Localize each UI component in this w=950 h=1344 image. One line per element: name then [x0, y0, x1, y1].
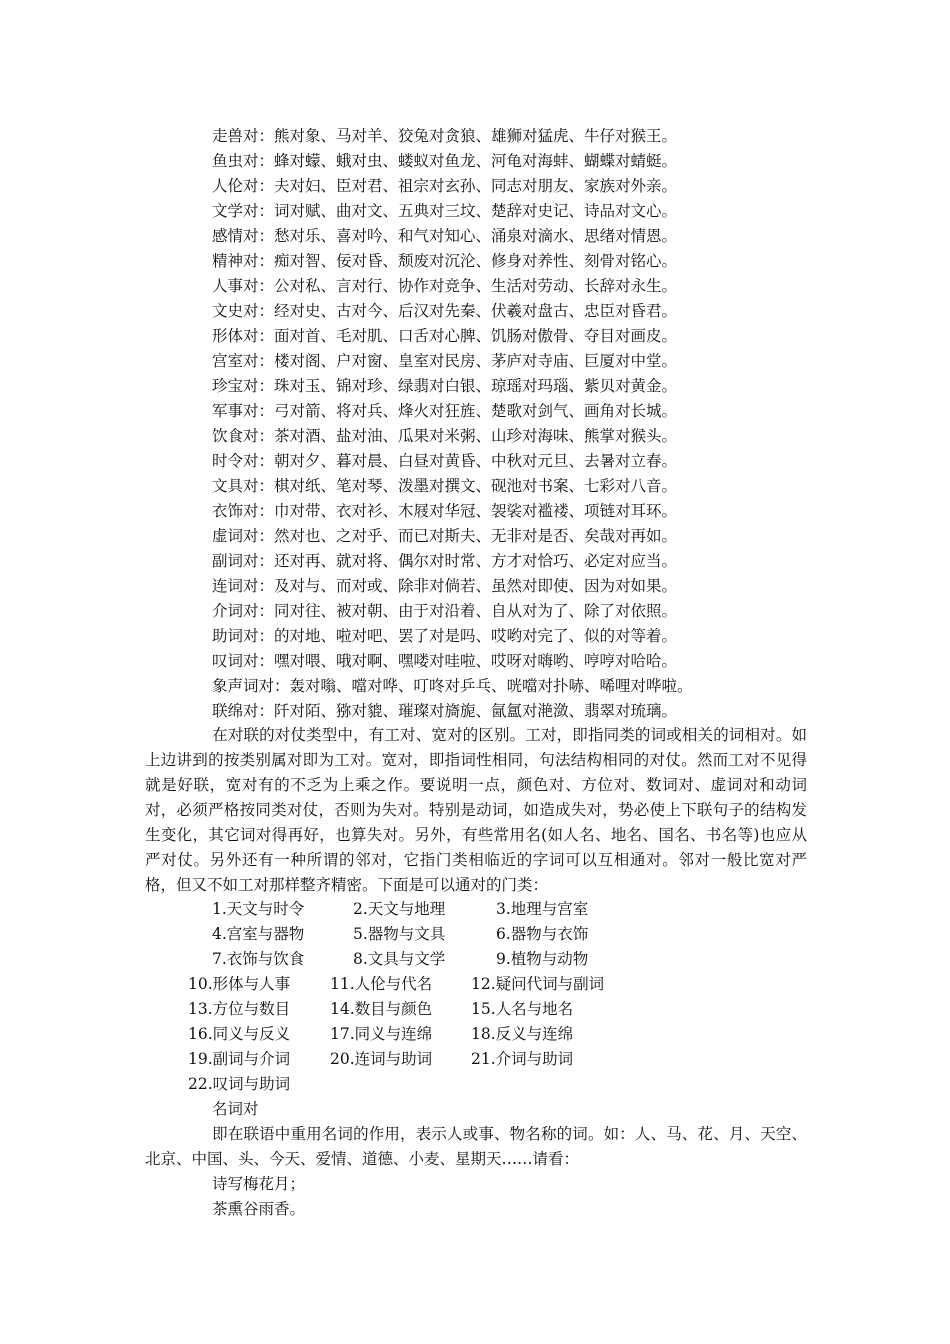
category-line: 人伦对：夫对妇、臣对君、祖宗对玄孙、同志对朋友、家族对外亲。 — [212, 177, 678, 195]
category-line: 感情对：愁对乐、喜对吟、和气对知心、涌泉对滴水、思绪对情恩。 — [212, 227, 678, 245]
pair-item: 13.方位与数目 — [188, 1000, 291, 1018]
category-line: 文史对：经对史、古对今、后汉对先秦、伏羲对盘古、忠臣对昏君。 — [212, 302, 678, 320]
category-line: 叹词对：嘿对喂、哦对啊、嘿喽对哇啦、哎呀对嗨哟、哼哼对哈哈。 — [212, 652, 678, 670]
pair-item: 7.衣饰与饮食 — [212, 950, 305, 968]
category-line: 介词对：同对往、被对朝、由于对沿着、自从对为了、除了对依照。 — [212, 602, 678, 620]
example-line-2: 茶熏谷雨香。 — [212, 1200, 306, 1218]
category-line: 鱼虫对：蜂对蠓、蛾对虫、蝼蚁对鱼龙、河龟对海蚌、蝴蝶对蜻蜓。 — [212, 152, 678, 170]
pair-item: 10.形体与人事 — [188, 975, 291, 993]
pair-item: 8.文具与文学 — [353, 950, 446, 968]
category-line: 军事对：弓对箭、将对兵、烽火对狂旌、楚歌对剑气、画角对长城。 — [212, 402, 678, 420]
pair-row — [0, 1072, 950, 1097]
pair-item: 21.介词与助词 — [471, 1050, 574, 1068]
pair-item: 17.同义与连绵 — [330, 1025, 433, 1043]
pair-row — [0, 1047, 950, 1072]
category-line: 助词对：的对地、啦对吧、罢了对是吗、哎哟对完了、似的对等着。 — [212, 627, 678, 645]
pair-item: 9.植物与动物 — [496, 950, 589, 968]
category-line: 文学对：词对赋、曲对文、五典对三坟、楚辞对史记、诗品对文心。 — [212, 202, 678, 220]
pair-item: 22.叹词与助词 — [188, 1075, 291, 1093]
category-line: 衣饰对：巾对带、衣对衫、木屐对华冠、袈裟对褴褛、项链对耳环。 — [212, 502, 678, 520]
pair-row — [0, 947, 950, 972]
pair-item: 15.人名与地名 — [471, 1000, 574, 1018]
section-heading: 名词对 — [212, 1100, 259, 1118]
pair-item: 3.地理与宫室 — [496, 900, 589, 918]
pair-item: 16.同义与反义 — [188, 1025, 291, 1043]
pair-item: 4.宫室与器物 — [212, 925, 305, 943]
pair-row — [0, 897, 950, 922]
pair-item: 11.人伦与代名 — [330, 975, 433, 993]
category-line: 形体对：面对首、毛对肌、口舌对心脾、饥肠对傲骨、夺目对画皮。 — [212, 327, 678, 345]
pair-item: 1.天文与时令 — [212, 900, 305, 918]
pair-row — [0, 922, 950, 947]
pair-row — [0, 972, 950, 997]
example-line-1: 诗写梅花月； — [212, 1175, 306, 1193]
category-line: 文具对：棋对纸、笔对琴、泼墨对撰文、砚池对书案、七彩对八音。 — [212, 477, 678, 495]
pair-item: 14.数目与颜色 — [330, 1000, 433, 1018]
pair-row — [0, 1022, 950, 1047]
category-line: 走兽对：熊对象、马对羊、狡兔对贪狼、雄狮对猛虎、牛仔对猴王。 — [212, 127, 678, 145]
category-line: 连词对：及对与、而对或、除非对倘若、虽然对即使、因为对如果。 — [212, 577, 678, 595]
pair-item: 20.连词与助词 — [330, 1050, 433, 1068]
category-line: 珍宝对：珠对玉、锦对珍、绿翡对白银、琼瑶对玛瑙、紫贝对黄金。 — [212, 377, 678, 395]
category-line: 宫室对：楼对阁、户对窗、皇室对民房、茅庐对寺庙、巨厦对中堂。 — [212, 352, 678, 370]
category-line: 象声词对：轰对嗡、噹对哗、叮咚对乒乓、咣噹对扑哧、唏哩对哗啦。 — [212, 677, 693, 695]
pair-item: 18.反义与连绵 — [471, 1025, 574, 1043]
pair-item: 19.副词与介词 — [188, 1050, 291, 1068]
pair-item: 6.器物与衣饰 — [496, 925, 589, 943]
category-line: 人事对：公对私、言对行、协作对竞争、生活对劳动、长辞对永生。 — [212, 277, 678, 295]
paragraph-noun-pairs: 即在联语中重用名词的作用，表示人或事、物名称的词。如：人、马、花、月、天空、北京、中国、头、今天、爱情、道德、小麦、星期天……请看： — [145, 1125, 807, 1168]
category-line: 副词对：还对再、就对将、偶尔对时常、方才对恰巧、必定对应当。 — [212, 552, 678, 570]
category-line: 饮食对：茶对酒、盐对油、瓜果对米粥、山珍对海味、熊掌对猴头。 — [212, 427, 678, 445]
category-line: 精神对：痴对智、佞对昏、颓废对沉沦、修身对养性、刻骨对铭心。 — [212, 252, 678, 270]
pair-item: 2.天文与地理 — [353, 900, 446, 918]
pair-item: 5.器物与文具 — [353, 925, 446, 943]
category-line: 联绵对：阡对陌、猕对貔、璀璨对旖旎、氤氲对滟潋、翡翠对琉璃。 — [212, 702, 678, 720]
category-line: 虚词对：然对也、之对乎、而已对斯夫、无非对是否、矣哉对再如。 — [212, 527, 678, 545]
pair-row — [0, 997, 950, 1022]
paragraph-duizhang-types: 在对联的对仗类型中，有工对、宽对的区别。工对，即指同类的词或相关的词相对。如上边讲到的按类别属对即为工对。宽对，即指词性相同，句法结构相同的对仗。然而工对不见得就是好联，宽对有的不乏为上乘之作。要说明一点，颜色对、方位对、数词对、虚词对和动词对，必须严格按同类对仗，否则为失对。特别是动词，如造成失对，势必使上下联句子的结构发生变化，其它词对得再好，也算失对。另外，有些常用名(如人名、地名、国名、书名等)也应从严对仗。另外还有一种所谓的邻对，它指门类相临近的字词可以互相通对。邻对一般比宽对严格，但又不如工对那样整齐精密。下面是可以通对的门类： — [145, 726, 807, 894]
pair-item: 12.疑问代词与副词 — [471, 975, 605, 993]
category-line: 时令对：朝对夕、暮对晨、白昼对黄昏、中秋对元旦、去暑对立春。 — [212, 452, 678, 470]
